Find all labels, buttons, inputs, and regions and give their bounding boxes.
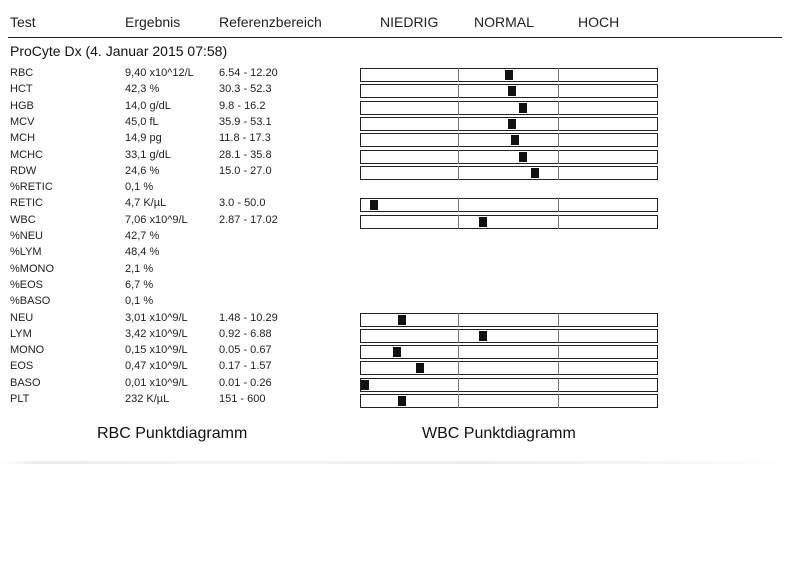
row-result: 2,1 % [125,263,154,275]
row-test: BASO [10,377,41,389]
row-test: %EOS [10,279,44,291]
range-marker [508,119,516,129]
row-test: HCT [10,83,33,95]
row-reference: 0.05 - 0.67 [219,344,272,356]
row-test: %NEU [10,230,44,242]
row-test: %MONO [10,263,54,275]
row-result: 3,01 x10^9/L [125,312,188,324]
row-result: 48,4 % [125,246,160,258]
row-result: 0,15 x10^9/L [125,344,188,356]
header-low: NIEDRIG [380,14,439,30]
range-bar [360,101,658,115]
row-test: NEU [10,312,34,324]
range-marker [519,152,527,162]
row-result: 7,06 x10^9/L [125,214,188,226]
range-bar [360,117,658,131]
range-marker [393,347,401,357]
range-divider-high [558,101,559,115]
range-divider-high [558,84,559,98]
range-marker [398,315,406,325]
scan-smudge [0,461,796,464]
range-divider-high [558,329,559,343]
range-divider-low [458,378,459,392]
row-test: MCHC [10,149,43,161]
wbc-diagram-title: WBC Punktdiagramm [422,425,576,442]
range-divider-low [458,117,459,131]
range-divider-high [558,313,559,327]
range-bar [360,345,658,359]
row-reference: 28.1 - 35.8 [219,149,272,161]
row-test: %BASO [10,295,51,307]
row-result: 9,40 x10^12/L [125,67,194,79]
row-result: 42,7 % [125,230,160,242]
row-result: 24,6 % [125,165,160,177]
row-result: 42,3 % [125,83,160,95]
range-marker [370,200,378,210]
row-reference: 0.92 - 6.88 [219,328,272,340]
row-result: 14,9 pg [125,132,162,144]
row-result: 232 K/µL [125,393,170,405]
row-result: 14,0 g/dL [125,100,171,112]
row-test: MONO [10,344,45,356]
row-reference: 30.3 - 52.3 [219,83,272,95]
row-test: HGB [10,100,34,112]
range-divider-low [458,313,459,327]
header-high: HOCH [578,14,620,30]
row-reference: 35.9 - 53.1 [219,116,272,128]
range-divider-high [558,378,559,392]
row-reference: 15.0 - 27.0 [219,165,272,177]
range-divider-high [558,198,559,212]
row-test: %LYM [10,246,42,258]
row-reference: 2.87 - 17.02 [219,214,278,226]
range-divider-high [558,68,559,82]
range-marker [508,86,516,96]
range-marker [416,363,424,373]
range-divider-low [458,215,459,229]
range-bar [360,84,658,98]
range-marker [479,217,487,227]
range-marker [398,396,406,406]
row-test: WBC [10,214,36,226]
range-divider-low [458,198,459,212]
range-bar [360,215,658,229]
range-divider-high [558,394,559,408]
range-divider-low [458,394,459,408]
range-divider-high [558,133,559,147]
row-result: 0,47 x10^9/L [125,360,188,372]
row-reference: 9.8 - 16.2 [219,100,266,112]
range-divider-low [458,166,459,180]
range-bar [360,133,658,147]
row-reference: 1.48 - 10.29 [219,312,278,324]
range-divider-low [458,101,459,115]
row-test: RBC [10,67,34,79]
header-normal: NORMAL [474,14,534,30]
range-marker [511,135,519,145]
row-test: RDW [10,165,37,177]
range-bar [360,394,658,408]
range-bar [360,361,658,375]
header-rule [8,37,782,38]
range-bar [360,378,658,392]
section-title: ProCyte Dx (4. Januar 2015 07:58) [10,43,228,59]
range-divider-low [458,68,459,82]
row-reference: 0.01 - 0.26 [219,377,272,389]
range-divider-high [558,117,559,131]
range-divider-low [458,133,459,147]
range-divider-high [558,345,559,359]
row-test: MCV [10,116,35,128]
row-reference: 3.0 - 50.0 [219,197,266,209]
row-result: 3,42 x10^9/L [125,328,188,340]
range-divider-low [458,345,459,359]
row-reference: 11.8 - 17.3 [219,132,271,144]
range-marker [531,168,539,178]
range-divider-high [558,150,559,164]
range-marker [505,70,513,80]
header-reference: Referenzbereich [219,14,322,30]
row-test: LYM [10,328,32,340]
range-bar [360,329,658,343]
row-test: RETIC [10,197,43,209]
row-test: MCH [10,132,36,144]
range-divider-low [458,361,459,375]
range-divider-high [558,361,559,375]
range-divider-high [558,215,559,229]
row-result: 0,1 % [125,181,154,193]
range-bar [360,68,658,82]
row-result: 6,7 % [125,279,154,291]
row-result: 0,01 x10^9/L [125,377,188,389]
row-result: 45,0 fL [125,116,159,128]
range-bar [360,166,658,180]
range-divider-low [458,329,459,343]
range-bar [360,150,658,164]
range-bar [360,198,658,212]
range-bar [360,313,658,327]
row-test: PLT [10,393,30,405]
range-marker [479,331,487,341]
range-divider-low [458,84,459,98]
row-test: %RETIC [10,181,53,193]
row-reference: 6.54 - 12.20 [219,67,278,79]
row-result: 4,7 K/µL [125,197,167,209]
range-marker [519,103,527,113]
range-divider-low [458,150,459,164]
range-marker [361,380,369,390]
row-result: 0,1 % [125,295,154,307]
rbc-diagram-title: RBC Punktdiagramm [97,425,248,442]
row-reference: 151 - 600 [219,393,266,405]
header-test: Test [10,14,36,30]
row-test: EOS [10,360,34,372]
header-result: Ergebnis [125,14,181,30]
range-divider-high [558,166,559,180]
row-result: 33,1 g/dL [125,149,171,161]
row-reference: 0.17 - 1.57 [219,360,272,372]
